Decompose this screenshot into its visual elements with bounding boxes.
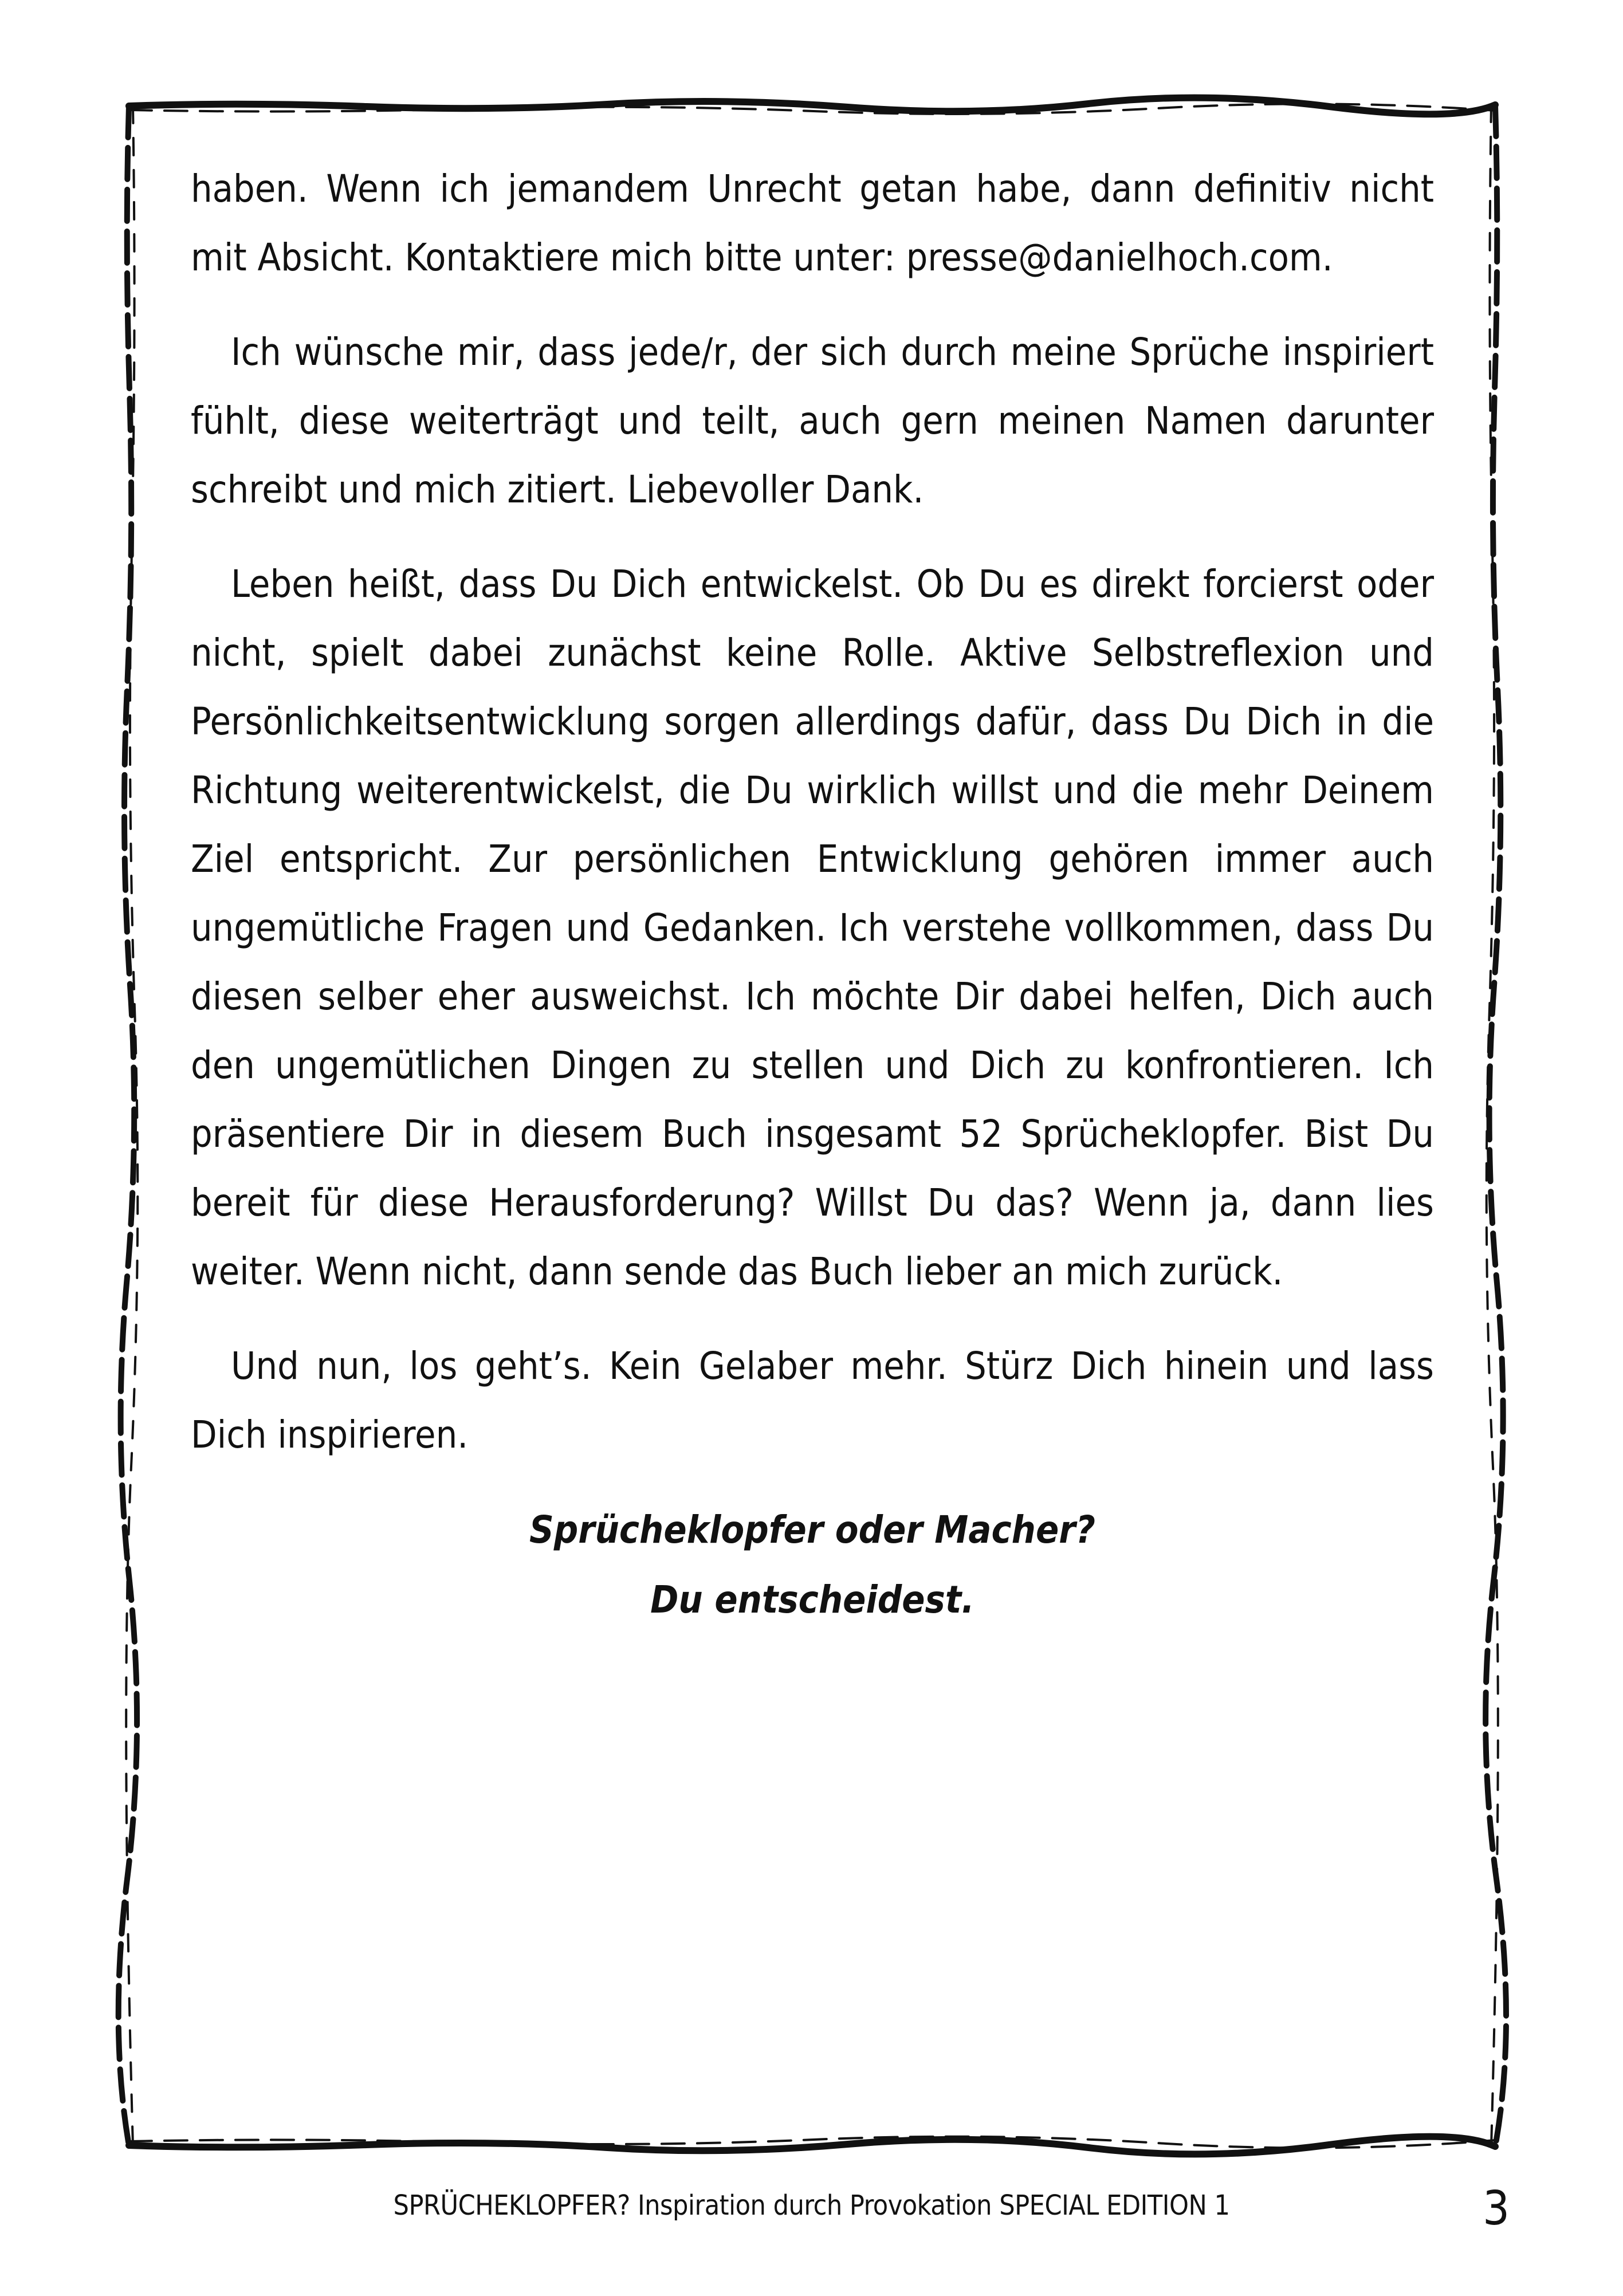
- page-number: 3: [1483, 2181, 1510, 2236]
- closing-statement: [191, 1495, 1434, 1635]
- page-content: [191, 155, 1434, 1635]
- page-footer: [0, 2181, 1623, 2236]
- footer-book-title: SPRÜCHEKLOPFER? Inspiration durch Provokation SPECIAL EDITION 1: [393, 2189, 1230, 2222]
- paragraph-call-to-start: Und nun, los geht’s. Kein Gelaber mehr. Stürz Dich hinein und lass Dich inspirieren.: [191, 1344, 1434, 1457]
- closing-line-decision: Du entscheidest.: [650, 1578, 974, 1622]
- closing-line-question: Sprücheklopfer oder Macher?: [529, 1508, 1095, 1552]
- paragraph-personal-development: Leben heißt, dass Du Dich entwickelst. Ob Du es direkt forcierst oder nicht, spielt dabei zunächst keine Rolle. Aktive Selbstreflexion und Persönlichkeitsentwicklung sorgen allerdings dafür, dass Du Dich in die Richtung weiterentwickelst, die Du wirklich willst und die mehr Deinem Ziel entspricht. Zur persönlichen Entwicklung gehören immer auch ungemütliche Fragen und Gedanken. Ich verstehe vollkommen, dass Du diesen selber eher ausweichst. Ich möchte Dir dabei helfen, Dich auch den ungemütlichen Dingen zu stellen und Dich zu konfrontieren. Ich präsentiere Dir in diesem Buch insgesamt 52 Sprücheklopfer. Bist Du bereit für diese Herausforderung? Willst Du das? Wenn ja, dann lies weiter. Wenn nicht, dann sende das Buch lieber an mich zurück.: [191, 562, 1434, 1294]
- paragraph-contact: haben. Wenn ich jemandem Unrecht getan habe, dann definitiv nicht mit Absicht. Kontaktiere mich bitte unter: presse@danielhoch.com.: [191, 167, 1434, 280]
- paragraph-sharing-wish: Ich wünsche mir, dass jede/r, der sich durch meine Sprüche inspiriert fühlt, diese weiterträgt und teilt, auch gern meinen Namen darunter schreibt und mich zitiert. Liebevoller Dank.: [191, 330, 1434, 512]
